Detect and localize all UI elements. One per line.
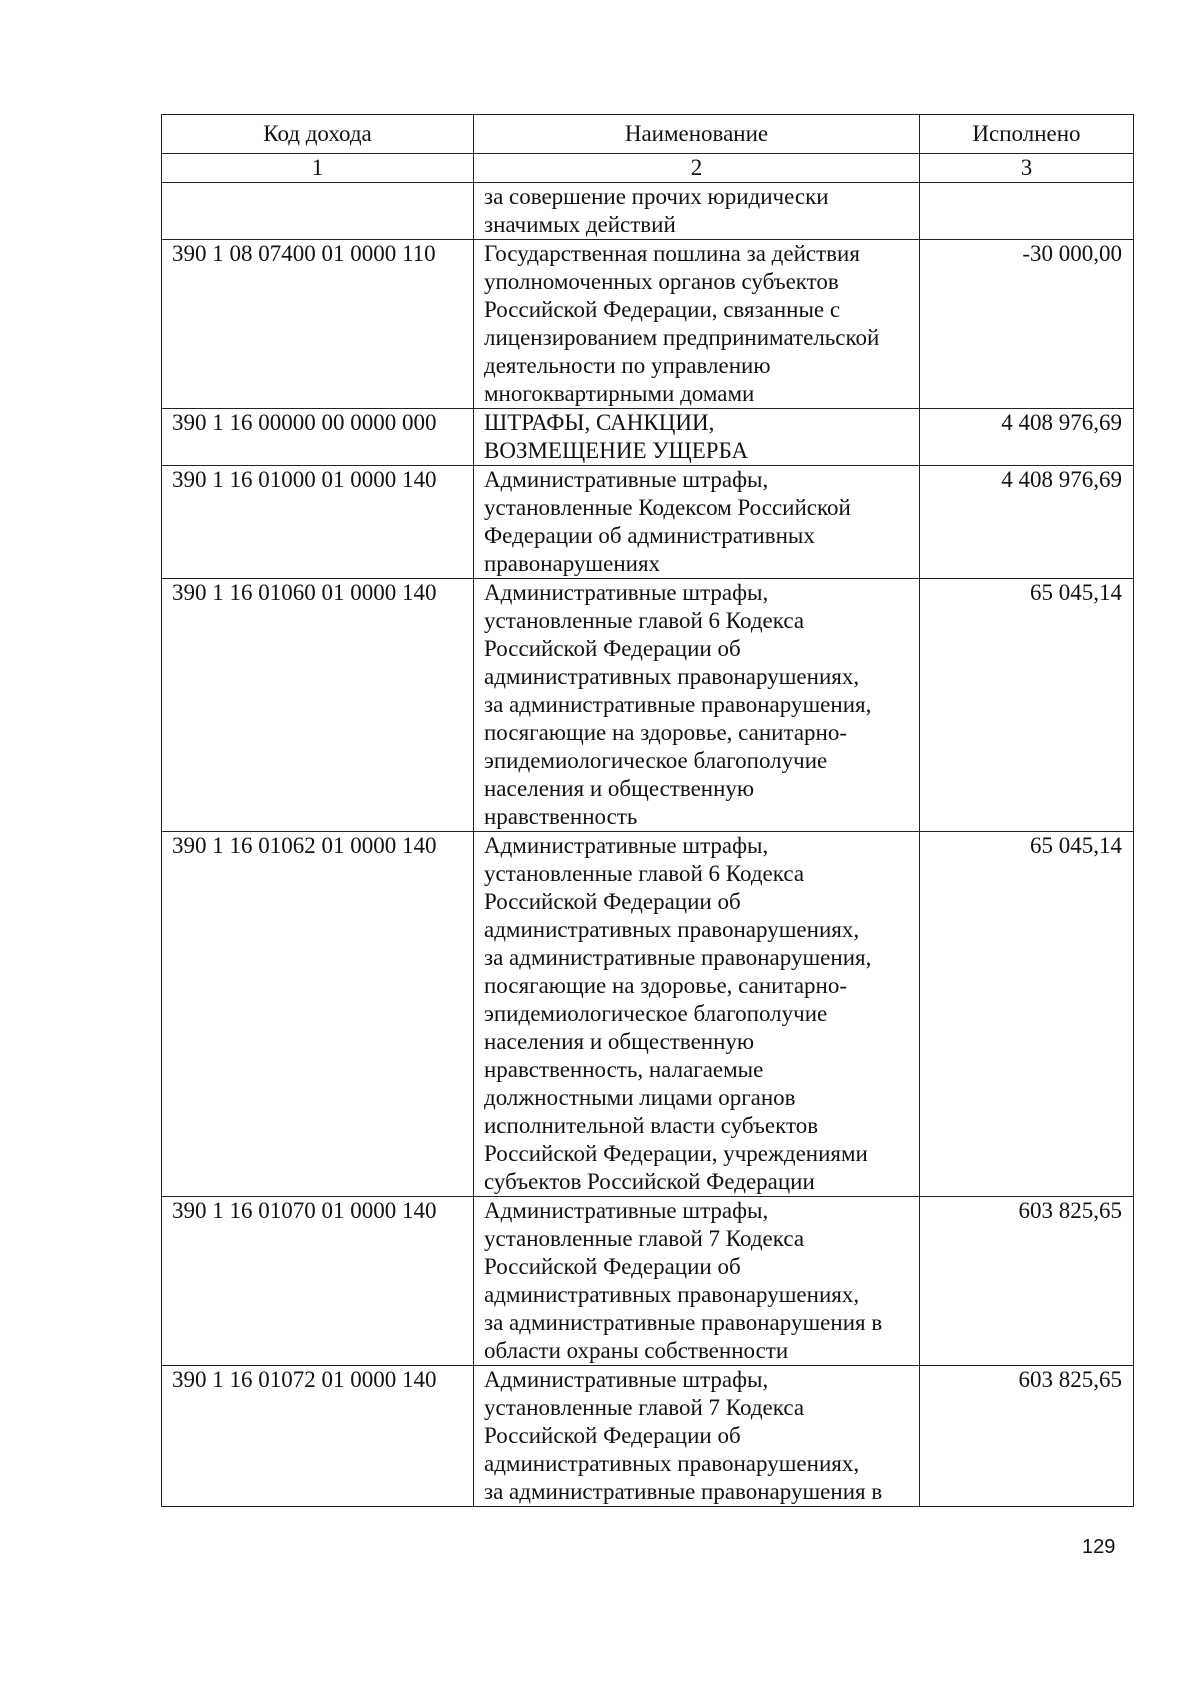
table-row bbox=[162, 466, 1134, 579]
column-number-2: 2 bbox=[474, 154, 920, 183]
revenue-name-line: Российской Федерации об bbox=[484, 1423, 741, 1448]
revenue-name-line: населения и общественную bbox=[484, 776, 755, 801]
revenue-name-line: лицензированием предпринимательской bbox=[484, 325, 880, 350]
revenue-name-line: за административные правонарушения в bbox=[484, 1479, 883, 1504]
revenue-name bbox=[474, 1197, 920, 1366]
header-executed: Исполнено bbox=[920, 115, 1134, 154]
revenue-name-line: Административные штрафы, bbox=[484, 833, 769, 858]
revenue-name-line: эпидемиологическое благополучие bbox=[484, 748, 828, 773]
revenue-name-line: субъектов Российской Федерации bbox=[484, 1169, 815, 1194]
table-row bbox=[162, 579, 1134, 832]
revenue-name bbox=[474, 240, 920, 409]
revenue-name-line: исполнительной власти субъектов bbox=[484, 1113, 819, 1138]
column-number-1: 1 bbox=[162, 154, 474, 183]
revenue-name-line: ВОЗМЕЩЕНИЕ УЩЕРБА bbox=[484, 438, 749, 463]
revenue-code: 390 1 16 01070 01 0000 140 bbox=[162, 1197, 474, 1366]
table-row bbox=[162, 832, 1134, 1197]
revenue-name bbox=[474, 466, 920, 579]
executed-amount: 65 045,14 bbox=[920, 579, 1134, 832]
revenue-name-line: посягающие на здоровье, санитарно- bbox=[484, 973, 847, 998]
table-body bbox=[162, 183, 1134, 1507]
revenue-name-line: за совершение прочих юридически bbox=[484, 184, 829, 209]
revenue-name-line: значимых действий bbox=[484, 212, 676, 237]
revenue-name-line: должностными лицами органов bbox=[484, 1085, 796, 1110]
revenue-name-line: нравственность, налагаемые bbox=[484, 1057, 764, 1082]
revenue-name-line: установленные главой 7 Кодекса bbox=[484, 1395, 805, 1420]
revenue-name bbox=[474, 579, 920, 832]
executed-amount: 65 045,14 bbox=[920, 832, 1134, 1197]
revenue-name-line: Федерации об административных bbox=[484, 523, 815, 548]
revenue-name-line: Российской Федерации об bbox=[484, 889, 741, 914]
revenue-code: 390 1 16 01062 01 0000 140 bbox=[162, 832, 474, 1197]
revenue-code: 390 1 16 01060 01 0000 140 bbox=[162, 579, 474, 832]
revenue-name-line: посягающие на здоровье, санитарно- bbox=[484, 720, 847, 745]
revenue-name-line: административных правонарушениях, bbox=[484, 917, 860, 942]
revenue-name-line: населения и общественную bbox=[484, 1029, 755, 1054]
revenue-table bbox=[161, 114, 1134, 1507]
revenue-name-line: административных правонарушениях, bbox=[484, 1451, 860, 1476]
revenue-name-line: нравственность bbox=[484, 804, 638, 829]
revenue-name-line: Административные штрафы, bbox=[484, 1367, 769, 1392]
revenue-name-line: Российской Федерации, связанные с bbox=[484, 297, 841, 322]
revenue-name-line: уполномоченных органов субъектов bbox=[484, 269, 839, 294]
revenue-name-line: Российской Федерации об bbox=[484, 636, 741, 661]
revenue-name-line: деятельности по управлению bbox=[484, 353, 771, 378]
revenue-name-line: Административные штрафы, bbox=[484, 467, 769, 492]
revenue-name bbox=[474, 183, 920, 240]
revenue-code: 390 1 16 00000 00 0000 000 bbox=[162, 409, 474, 466]
revenue-name-line: эпидемиологическое благополучие bbox=[484, 1001, 828, 1026]
revenue-name-line: Административные штрафы, bbox=[484, 1198, 769, 1223]
executed-amount: 4 408 976,69 bbox=[920, 409, 1134, 466]
table-row bbox=[162, 1366, 1134, 1507]
executed-amount: 603 825,65 bbox=[920, 1366, 1134, 1507]
column-number-3: 3 bbox=[920, 154, 1134, 183]
table-row bbox=[162, 240, 1134, 409]
revenue-name-line: Государственная пошлина за действия bbox=[484, 241, 860, 266]
table-row bbox=[162, 183, 1134, 240]
header-name: Наименование bbox=[474, 115, 920, 154]
revenue-name-line: установленные главой 7 Кодекса bbox=[484, 1226, 805, 1251]
table-row bbox=[162, 409, 1134, 466]
executed-amount: -30 000,00 bbox=[920, 240, 1134, 409]
header-row bbox=[162, 115, 1134, 154]
table-row bbox=[162, 1197, 1134, 1366]
revenue-name-line: за административные правонарушения, bbox=[484, 692, 872, 717]
page-number: 129 bbox=[1082, 1536, 1116, 1558]
revenue-name-line: за административные правонарушения, bbox=[484, 945, 872, 970]
revenue-name-line: Административные штрафы, bbox=[484, 580, 769, 605]
revenue-name-line: ШТРАФЫ, САНКЦИИ, bbox=[484, 410, 715, 435]
header-code: Код дохода bbox=[162, 115, 474, 154]
revenue-name bbox=[474, 1366, 920, 1507]
executed-amount bbox=[920, 183, 1134, 240]
revenue-name bbox=[474, 409, 920, 466]
revenue-name-line: Российской Федерации об bbox=[484, 1254, 741, 1279]
revenue-code: 390 1 08 07400 01 0000 110 bbox=[162, 240, 474, 409]
revenue-name-line: Российской Федерации, учреждениями bbox=[484, 1141, 868, 1166]
revenue-name-line: установленные главой 6 Кодекса bbox=[484, 608, 805, 633]
revenue-name-line: административных правонарушениях, bbox=[484, 1282, 860, 1307]
revenue-name-line: многоквартирными домами bbox=[484, 381, 755, 406]
revenue-code: 390 1 16 01000 01 0000 140 bbox=[162, 466, 474, 579]
revenue-name-line: области охраны собственности bbox=[484, 1338, 789, 1363]
revenue-code: 390 1 16 01072 01 0000 140 bbox=[162, 1366, 474, 1507]
revenue-name-line: установленные Кодексом Российской bbox=[484, 495, 851, 520]
executed-amount: 603 825,65 bbox=[920, 1197, 1134, 1366]
revenue-name-line: за административные правонарушения в bbox=[484, 1310, 883, 1335]
executed-amount: 4 408 976,69 bbox=[920, 466, 1134, 579]
revenue-name-line: административных правонарушениях, bbox=[484, 664, 860, 689]
column-number-row bbox=[162, 154, 1134, 183]
revenue-name-line: установленные главой 6 Кодекса bbox=[484, 861, 805, 886]
revenue-name-line: правонарушениях bbox=[484, 551, 661, 576]
revenue-code bbox=[162, 183, 474, 240]
revenue-name bbox=[474, 832, 920, 1197]
